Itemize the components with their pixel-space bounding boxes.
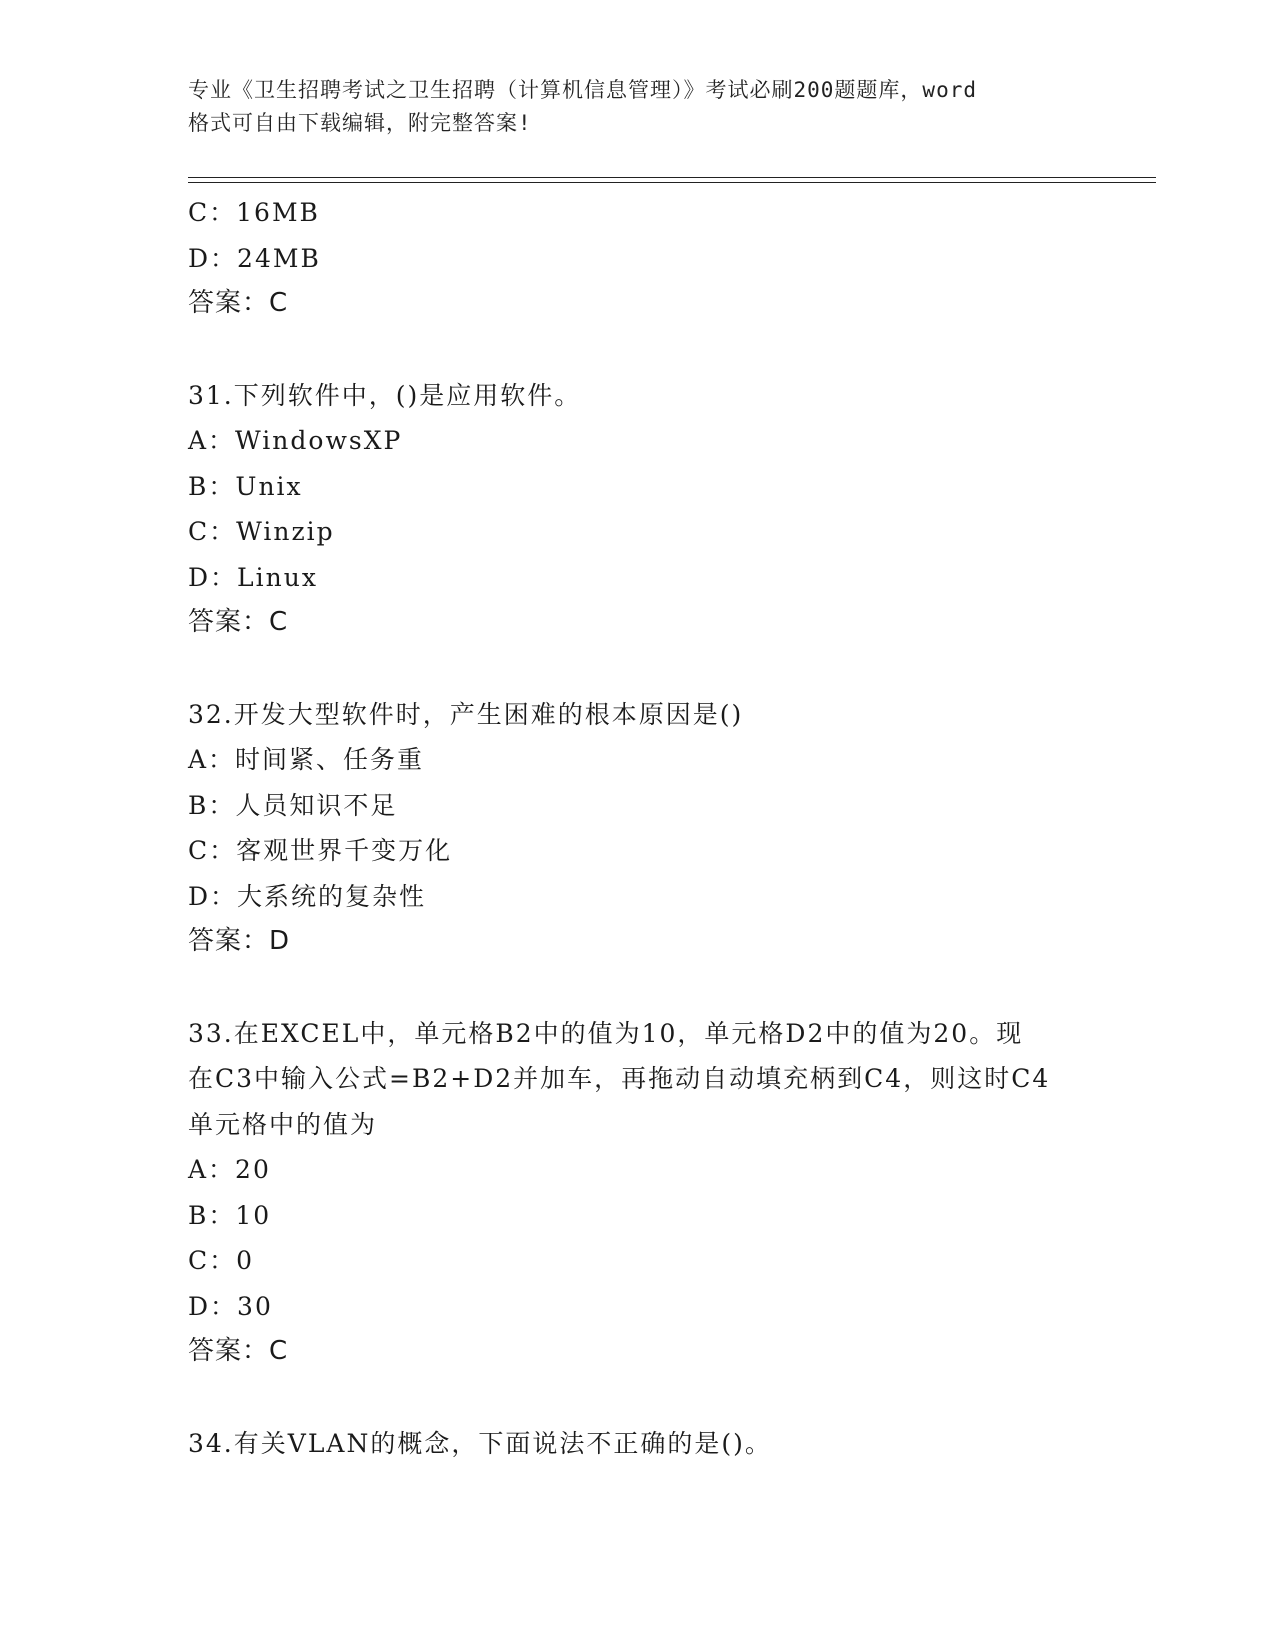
option-line: B：Unix [188, 471, 303, 501]
option-line: A：WindowsXP [188, 426, 403, 455]
answer-line: 答案：C [188, 288, 289, 318]
spacer [188, 1375, 1088, 1421]
question-33 [188, 1011, 1088, 1375]
option-line: B：10 [188, 1200, 272, 1230]
question-content [188, 190, 1088, 1466]
option-line: B：人员知识不足 [188, 790, 398, 820]
answer-line: 答案：D [188, 926, 291, 956]
header-rule-top [188, 177, 1156, 178]
option-line: C：0 [188, 1246, 255, 1275]
spacer [188, 965, 1088, 1011]
option-line: A：时间紧、任务重 [188, 745, 425, 774]
option-line: A：20 [188, 1155, 271, 1184]
option-line: C：Winzip [188, 517, 335, 546]
answer-line: 答案：C [188, 607, 289, 637]
header-rule-bottom [188, 182, 1156, 183]
question-text: 31.下列软件中，()是应用软件。 [188, 380, 582, 410]
question-text: 32.开发大型软件时，产生困难的根本原因是() [188, 699, 744, 729]
question-text: 在C3中输入公式=B2+D2并加车，再拖动自动填充柄到C4，则这时C4 [188, 1064, 1051, 1093]
option-line: C：16MB [188, 198, 320, 227]
spacer [188, 327, 1088, 373]
option-line: D：大系统的复杂性 [188, 881, 427, 911]
question-text: 单元格中的值为 [188, 1109, 378, 1139]
previous-question-tail [188, 190, 1088, 327]
question-text: 33.在EXCEL中，单元格B2中的值为10，单元格D2中的值为20。现 [188, 1018, 1024, 1048]
header-line-1: 专业《卫生招聘考试之卫生招聘（计算机信息管理）》考试必刷200题题库，word [188, 78, 977, 102]
document-header [188, 74, 1088, 140]
option-line: C：客观世界千变万化 [188, 836, 453, 865]
answer-line: 答案：C [188, 1336, 289, 1366]
question-34 [188, 1421, 1088, 1467]
question-31 [188, 373, 1088, 646]
question-text: 34.有关VLAN的概念，下面说法不正确的是()。 [188, 1428, 772, 1458]
option-line: D：Linux [188, 562, 318, 592]
option-line: D：24MB [188, 243, 321, 273]
spacer [188, 646, 1088, 692]
option-line: D：30 [188, 1291, 273, 1321]
header-line-2: 格式可自由下载编辑，附完整答案! [188, 111, 532, 135]
question-32 [188, 692, 1088, 965]
